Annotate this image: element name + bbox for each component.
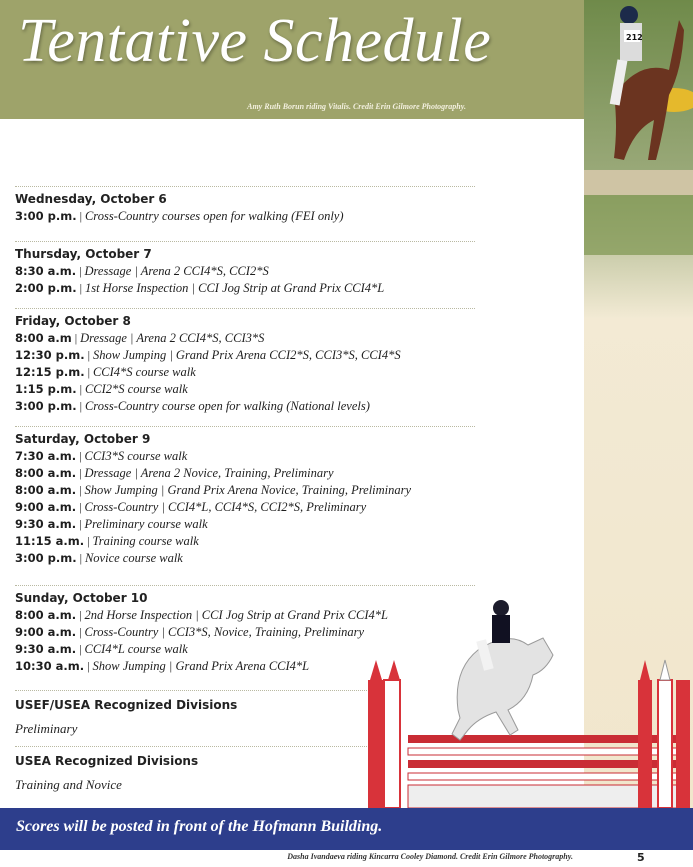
event-row: 9:30 a.m. | CCI4*L course walk bbox=[15, 642, 188, 656]
day-heading: Sunday, October 10 bbox=[15, 591, 148, 605]
dotted-divider bbox=[15, 746, 375, 747]
event-description: CCI4*L course walk bbox=[84, 642, 188, 656]
event-description: Show Jumping | Grand Prix Arena Novice, Training, Preliminary bbox=[84, 483, 412, 497]
event-description: Novice course walk bbox=[84, 551, 183, 565]
photo-credit-bottom: Dasha Ivandaeva riding Kincarra Cooley Diamond. Credit Erin Gilmore Photography. bbox=[287, 852, 573, 861]
event-description: CCI4*S course walk bbox=[92, 365, 196, 379]
header bbox=[0, 0, 584, 119]
svg-text:212: 212 bbox=[626, 33, 643, 42]
day-heading: Thursday, October 7 bbox=[15, 247, 152, 261]
event-description: Dressage | Arena 2 CCI4*S, CCI3*S bbox=[80, 331, 265, 345]
division-section bbox=[15, 746, 375, 794]
event-description: Cross-Country | CCI4*L, CCI4*S, CCI2*S, Preliminary bbox=[84, 500, 367, 514]
event-row: 10:30 a.m. | Show Jumping | Grand Prix Arena CCI4*L bbox=[15, 659, 310, 673]
event-row: 7:30 a.m. | CCI3*S course walk bbox=[15, 449, 188, 463]
event-description: Preliminary course walk bbox=[84, 517, 208, 531]
event-time: 8:00 a.m. bbox=[15, 483, 77, 497]
event-row: 11:15 a.m. | Training course walk bbox=[15, 534, 199, 548]
division-heading: USEF/USEA Recognized Divisions bbox=[15, 698, 238, 712]
event-time: 11:15 a.m. bbox=[15, 534, 85, 548]
event-row: 3:00 p.m. | Novice course walk bbox=[15, 551, 183, 565]
event-time: 10:30 a.m. bbox=[15, 659, 85, 673]
day-section bbox=[15, 426, 475, 567]
banner-text: Scores will be posted in front of the Hofmann Building. bbox=[16, 818, 383, 835]
event-time: 9:00 a.m. bbox=[15, 625, 77, 639]
event-row: 9:00 a.m. | Cross-Country | CCI3*S, Novice, Training, Preliminary bbox=[15, 625, 365, 639]
event-row: 8:30 a.m. | Dressage | Arena 2 CCI4*S, CCI2*S bbox=[15, 264, 269, 278]
event-description: Show Jumping | Grand Prix Arena CCI2*S, CCI3*S, CCI4*S bbox=[92, 348, 401, 362]
event-time: 2:00 p.m. bbox=[15, 281, 77, 295]
day-section bbox=[15, 308, 475, 415]
event-description: Cross-Country | CCI3*S, Novice, Training, Preliminary bbox=[84, 625, 365, 639]
scores-banner bbox=[0, 808, 693, 850]
page-title: Tentative Schedule bbox=[18, 7, 492, 75]
event-row: 9:30 a.m. | Preliminary course walk bbox=[15, 517, 208, 531]
event-time: 12:15 p.m. bbox=[15, 365, 85, 379]
dotted-divider bbox=[15, 690, 375, 691]
event-time: 8:00 a.m bbox=[15, 331, 72, 345]
dotted-divider bbox=[15, 241, 475, 242]
event-row: 12:30 p.m. | Show Jumping | Grand Prix Arena CCI2*S, CCI3*S, CCI4*S bbox=[15, 348, 401, 362]
rider-photo-bottom bbox=[368, 590, 693, 808]
event-row: 8:00 a.m. | Show Jumping | Grand Prix Arena Novice, Training, Preliminary bbox=[15, 483, 412, 497]
day-heading: Wednesday, October 6 bbox=[15, 192, 167, 206]
event-time: 9:30 a.m. bbox=[15, 517, 77, 531]
event-description: Show Jumping | Grand Prix Arena CCI4*L bbox=[92, 659, 310, 673]
event-row: 8:00 a.m | Dressage | Arena 2 CCI4*S, CCI3*S bbox=[15, 331, 265, 345]
day-heading: Friday, October 8 bbox=[15, 314, 131, 328]
event-time: 12:30 p.m. bbox=[15, 348, 85, 362]
event-time: 9:00 a.m. bbox=[15, 500, 77, 514]
event-time: 3:00 p.m. bbox=[15, 209, 77, 223]
event-row: 8:00 a.m. | 2nd Horse Inspection | CCI Jog Strip at Grand Prix CCI4*L bbox=[15, 608, 388, 622]
event-time: 8:00 a.m. bbox=[15, 466, 77, 480]
event-row: 12:15 p.m. | CCI4*S course walk bbox=[15, 365, 196, 379]
event-description: Cross-Country course open for walking (National levels) bbox=[84, 399, 370, 413]
event-row: 1:15 p.m. | CCI2*S course walk bbox=[15, 382, 188, 396]
division-heading: USEA Recognized Divisions bbox=[15, 754, 199, 768]
page-number: 5 bbox=[637, 851, 645, 864]
event-description: Training course walk bbox=[92, 534, 199, 548]
day-section bbox=[15, 241, 475, 297]
event-time: 8:00 a.m. bbox=[15, 608, 77, 622]
event-time: 8:30 a.m. bbox=[15, 264, 77, 278]
event-row: 3:00 p.m. | Cross-Country courses open for walking (FEI only) bbox=[15, 209, 344, 223]
event-row: 3:00 p.m. | Cross-Country course open for walking (National levels) bbox=[15, 399, 370, 413]
photo-credit-top: Amy Ruth Borun riding Vitalis. Credit Erin Gilmore Photography. bbox=[247, 102, 466, 111]
division-section bbox=[15, 690, 375, 738]
day-section bbox=[15, 186, 475, 225]
cross-country-horse-illustration bbox=[584, 0, 693, 318]
event-description: Cross-Country courses open for walking (FEI only) bbox=[84, 209, 344, 223]
dotted-divider bbox=[15, 585, 475, 586]
event-time: 3:00 p.m. bbox=[15, 399, 77, 413]
event-time: 7:30 a.m. bbox=[15, 449, 77, 463]
event-time: 9:30 a.m. bbox=[15, 642, 77, 656]
event-description: CCI2*S course walk bbox=[84, 382, 188, 396]
event-description: Dressage | Arena 2 CCI4*S, CCI2*S bbox=[84, 264, 269, 278]
division-text: Preliminary bbox=[15, 721, 78, 736]
event-time: 3:00 p.m. bbox=[15, 551, 77, 565]
event-description: CCI3*S course walk bbox=[84, 449, 188, 463]
event-description: 2nd Horse Inspection | CCI Jog Strip at Grand Prix CCI4*L bbox=[84, 608, 388, 622]
division-text: Training and Novice bbox=[15, 777, 122, 792]
dotted-divider bbox=[15, 308, 475, 309]
event-description: Dressage | Arena 2 Novice, Training, Preliminary bbox=[84, 466, 334, 480]
event-time: 1:15 p.m. bbox=[15, 382, 77, 396]
event-description: 1st Horse Inspection | CCI Jog Strip at Grand Prix CCI4*L bbox=[84, 281, 385, 295]
dotted-divider bbox=[15, 186, 475, 187]
dotted-divider bbox=[15, 426, 475, 427]
day-heading: Saturday, October 9 bbox=[15, 432, 151, 446]
event-row: 8:00 a.m. | Dressage | Arena 2 Novice, Training, Preliminary bbox=[15, 466, 334, 480]
rider-photo-top bbox=[584, 0, 693, 318]
event-row: 9:00 a.m. | Cross-Country | CCI4*L, CCI4*S, CCI2*S, Preliminary bbox=[15, 500, 367, 514]
event-row: 2:00 p.m. | 1st Horse Inspection | CCI Jog Strip at Grand Prix CCI4*L bbox=[15, 281, 385, 295]
show-jumping-horse-illustration bbox=[368, 590, 693, 808]
